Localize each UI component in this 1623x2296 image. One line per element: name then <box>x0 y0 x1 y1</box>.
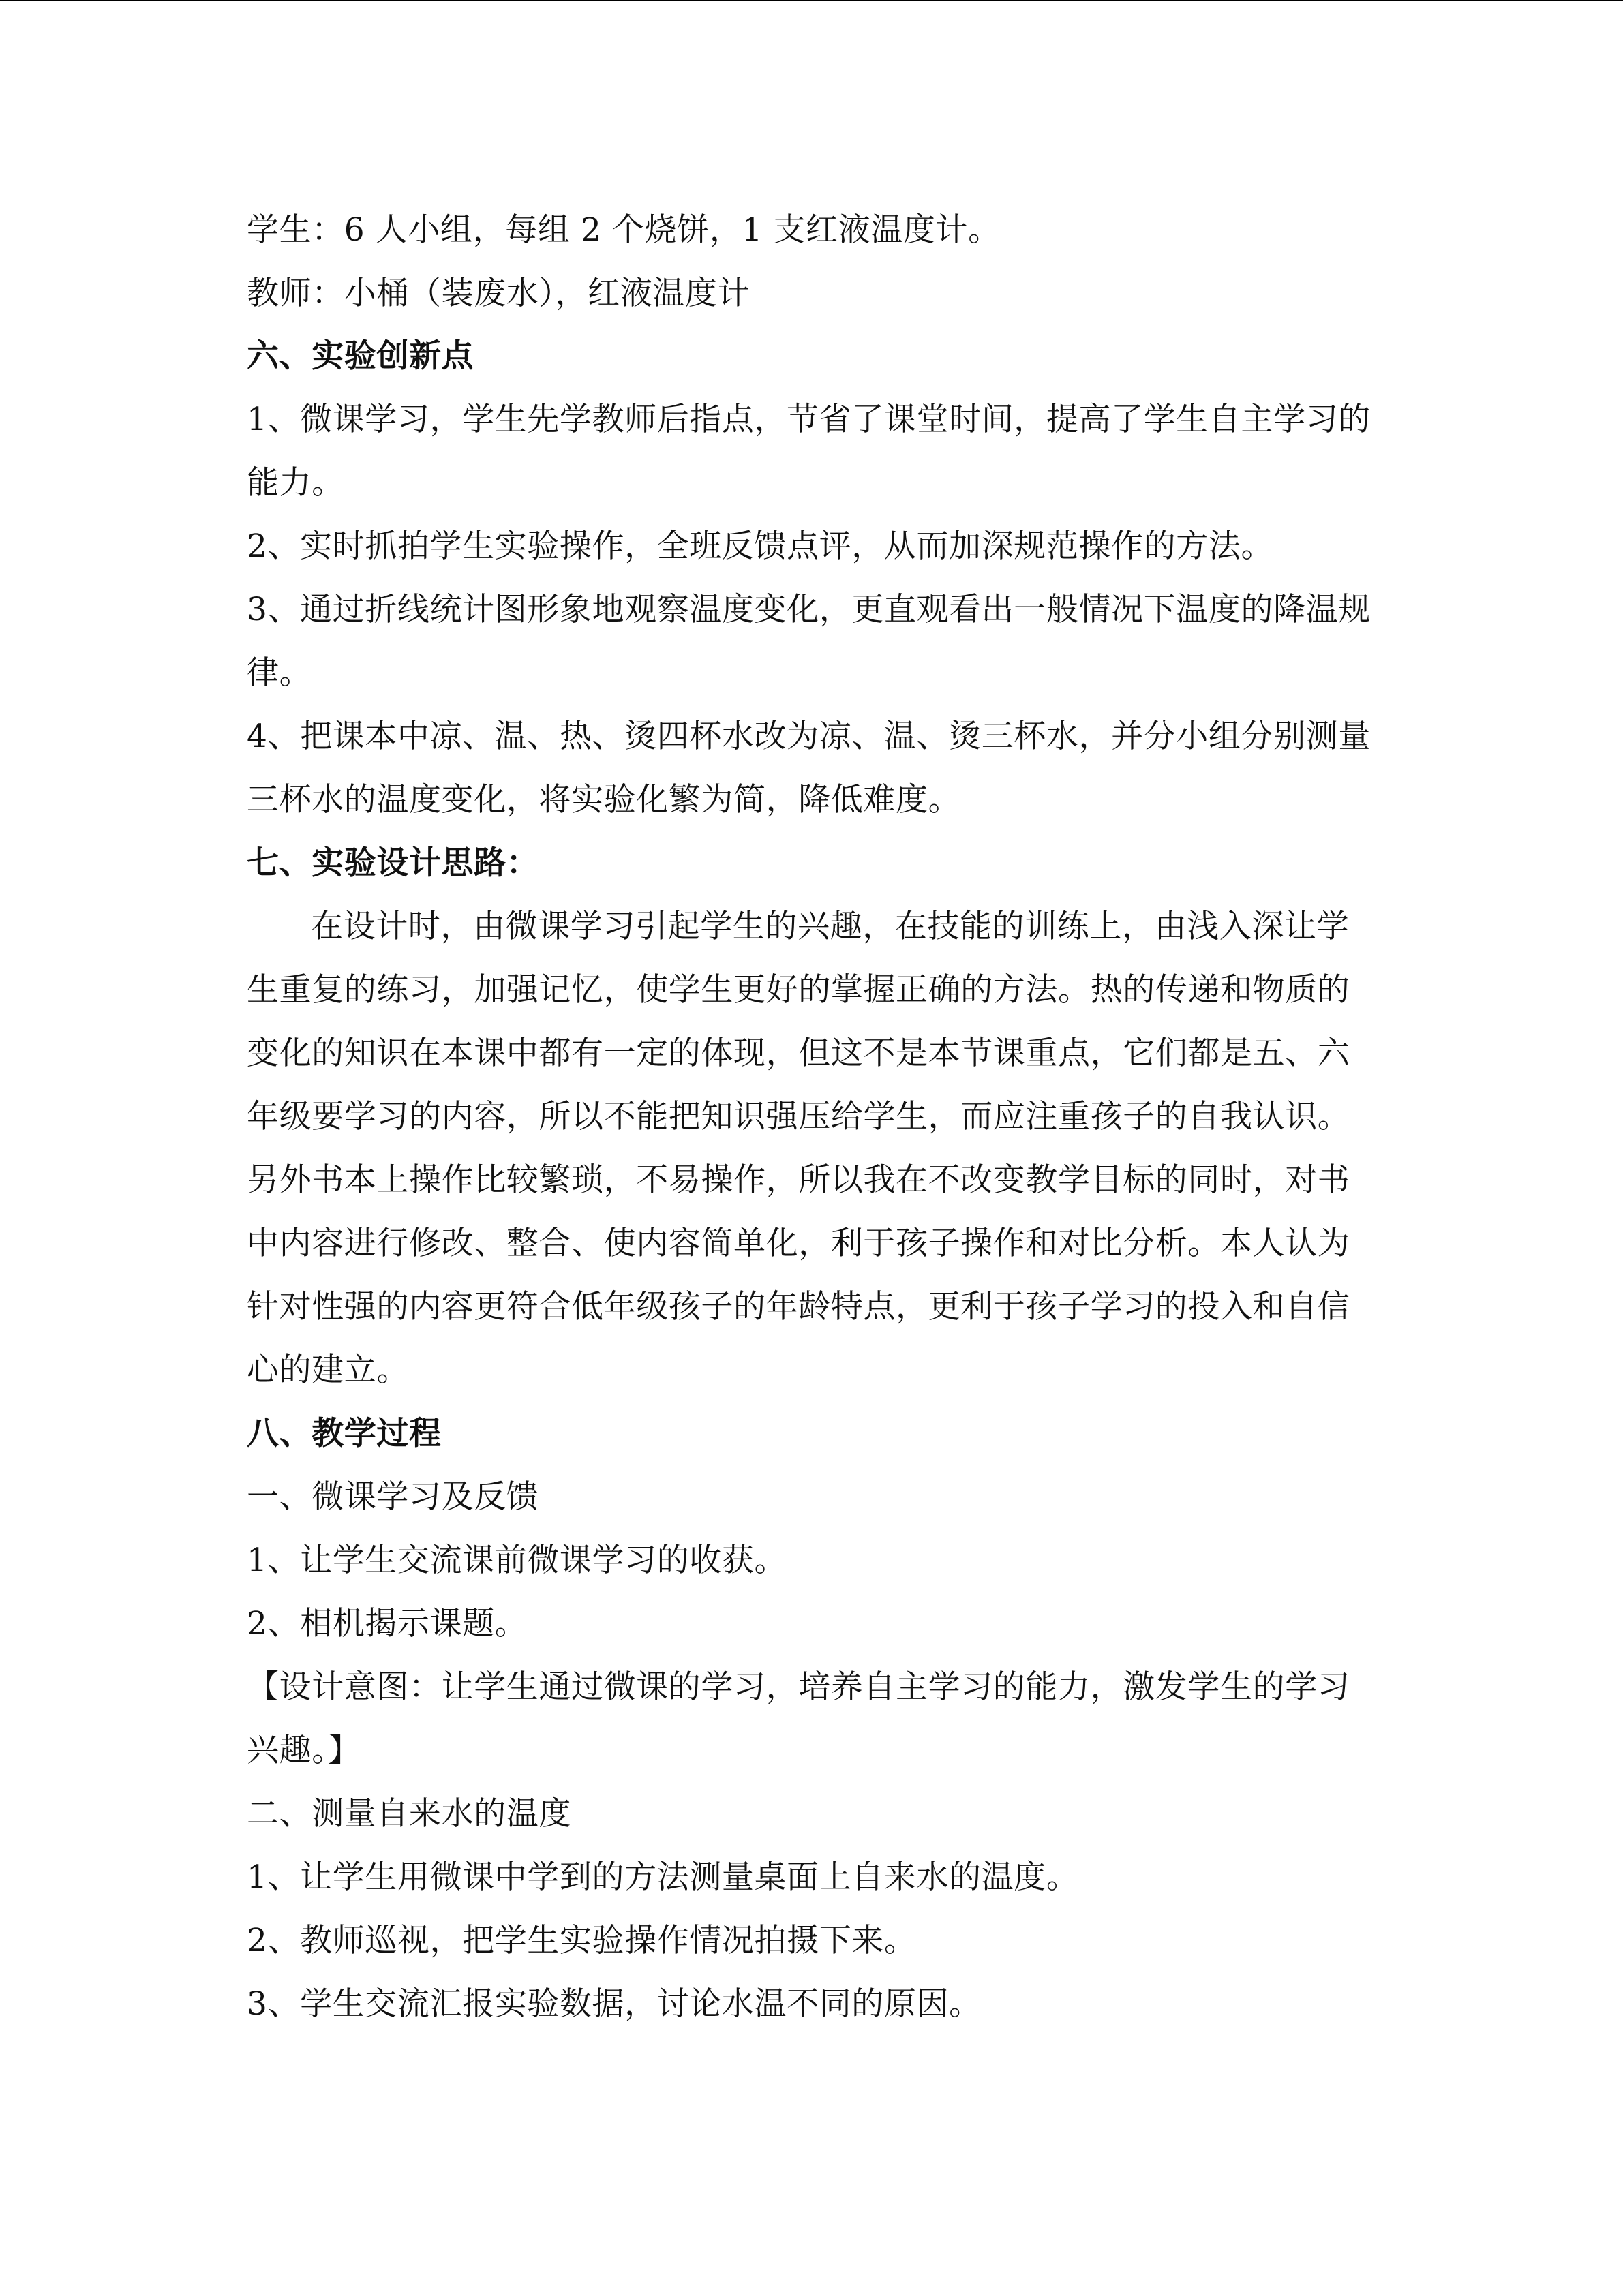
paragraph-line: 1、让学生用微课中学到的方法测量桌面上自来水的温度。 <box>247 1858 1079 1896</box>
paragraph-line: 律。 <box>247 654 312 692</box>
paragraph-line: 三杯水的温度变化，将实验化繁为简，降低难度。 <box>247 781 961 818</box>
section-heading-innovation: 六、实验创新点 <box>247 337 474 375</box>
paragraph-line: 1、微课学习，学生先学教师后指点，节省了课堂时间，提高了学生自主学习的 <box>247 401 1371 438</box>
paragraph-line: 生重复的练习，加强记忆，使学生更好的掌握正确的方法。热的传递和物质的 <box>247 971 1350 1009</box>
paragraph-line: 另外书本上操作比较繁琐，不易操作，所以我在不改变教学目标的同时，对书 <box>247 1161 1350 1199</box>
materials-student-line: 学生：6 人小组，每组 2 个烧饼，1 支红液温度计。 <box>247 211 1001 249</box>
paragraph-line: 年级要学习的内容，所以不能把知识强压给学生，而应注重孩子的自我认识。 <box>247 1098 1350 1135</box>
paragraph-line: 中内容进行修改、整合、使内容简单化，利于孩子操作和对比分析。本人认为 <box>247 1225 1350 1262</box>
paragraph-line: 2、教师巡视，把学生实验操作情况拍摄下来。 <box>247 1922 917 1959</box>
paragraph-line: 能力。 <box>247 464 344 502</box>
paragraph-line: 2、相机揭示课题。 <box>247 1605 528 1642</box>
section-heading-process: 八、教学过程 <box>247 1415 442 1452</box>
paragraph-line: 针对性强的内容更符合低年级孩子的年龄特点，更利于孩子学习的投入和自信 <box>247 1288 1350 1326</box>
paragraph-line: 变化的知识在本课中都有一定的体现，但这不是本节课重点，它们都是五、六 <box>247 1035 1350 1072</box>
materials-teacher-line: 教师：小桶（装废水），红液温度计 <box>247 275 750 312</box>
subsection-heading: 一、微课学习及反馈 <box>247 1478 539 1516</box>
subsection-heading: 二、测量自来水的温度 <box>247 1795 571 1833</box>
paragraph-line: 3、学生交流汇报实验数据，讨论水温不同的原因。 <box>247 1985 982 2023</box>
paragraph-line: 3、通过折线统计图形象地观察温度变化，更直观看出一般情况下温度的降温规 <box>247 591 1371 628</box>
paragraph-line: 4、把课本中凉、温、热、烫四杯水改为凉、温、烫三杯水，并分小组分别测量 <box>247 718 1371 755</box>
paragraph-line: 2、实时抓拍学生实验操作，全班反馈点评，从而加深规范操作的方法。 <box>247 527 1274 565</box>
paragraph-line: 1、让学生交流课前微课学习的收获。 <box>247 1542 787 1579</box>
paragraph-line: 在设计时，由微课学习引起学生的兴趣，在技能的训练上，由浅入深让学 <box>311 908 1350 945</box>
document-page <box>247 1 1382 2296</box>
design-intent-line: 兴趣。】 <box>247 1732 361 1769</box>
paragraph-line: 心的建立。 <box>247 1351 409 1389</box>
design-intent-line: 【设计意图：让学生通过微课的学习，培养自主学习的能力，激发学生的学习 <box>247 1668 1350 1706</box>
section-heading-design: 七、实验设计思路： <box>247 844 539 882</box>
